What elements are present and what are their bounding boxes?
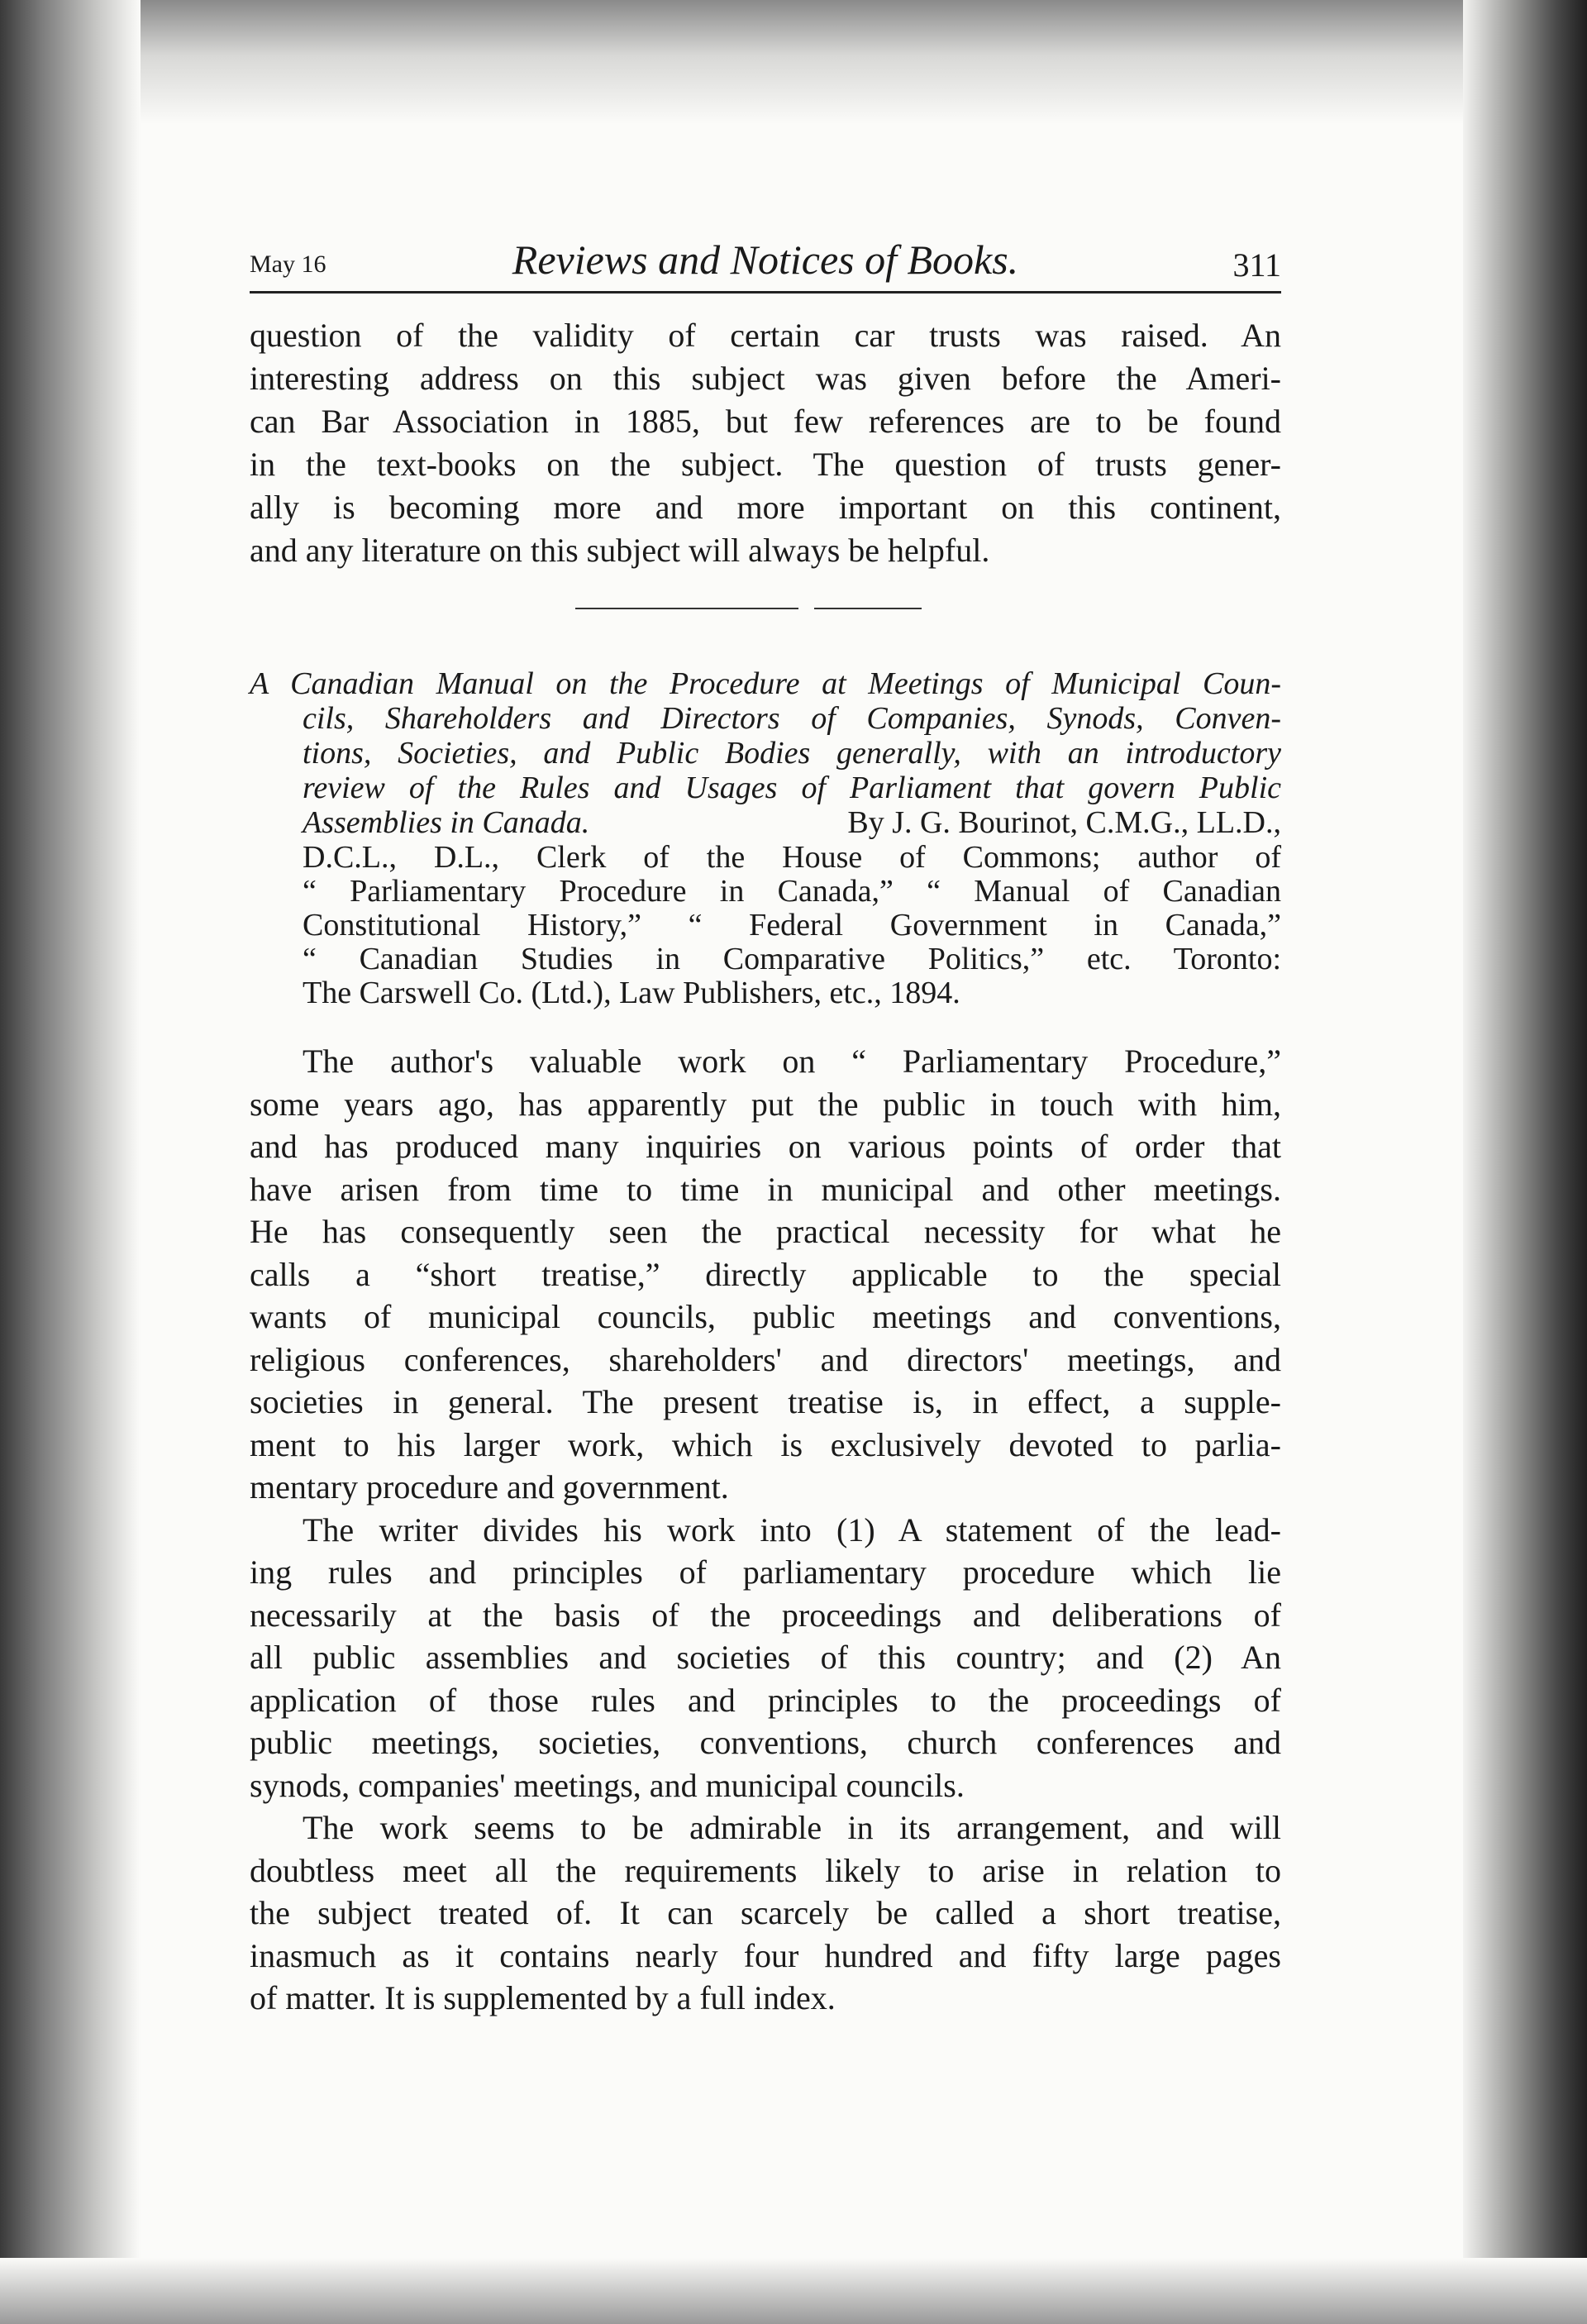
- text-line: synods, companies' meetings, and municipal councils.: [250, 1766, 965, 1804]
- text-line: The author's valuable work on “ Parliamentary Procedure,”: [303, 1043, 1281, 1080]
- scan-shadow-right: [1463, 0, 1587, 2324]
- text-line: application of those rules and principles to the proceedings of: [250, 1681, 1281, 1719]
- citation-author-line: “ Canadian Studies in Comparative Politics,” etc. Toronto:: [303, 942, 1281, 976]
- text-line: have arisen from time to time in municipal and other meetings.: [250, 1170, 1281, 1208]
- text-line: in the text-books on the subject. The question of trusts gener-: [250, 446, 1281, 483]
- section-divider: [575, 608, 798, 609]
- citation-author: By J. G. Bourinot, C.M.G., LL.D.,: [847, 805, 1281, 840]
- text-line: all public assemblies and societies of this country; and (2) An: [250, 1639, 1281, 1676]
- scan-shadow-left: [0, 0, 141, 2324]
- header-date: May 16: [250, 251, 326, 278]
- text-line: some years ago, has apparently put the public in touch with him,: [250, 1085, 1281, 1123]
- citation-title-line: review of the Rules and Usages of Parliament that govern Public: [303, 771, 1281, 805]
- text-line: can Bar Association in 1885, but few references are to be found: [250, 403, 1281, 440]
- text-line: religious conferences, shareholders' and directors' meetings, and: [250, 1340, 1281, 1378]
- text-line: and has produced many inquiries on various points of order that: [250, 1128, 1281, 1165]
- text-line: societies in general. The present treatise is, in effect, a supple-: [250, 1383, 1281, 1420]
- text-line: He has consequently seen the practical necessity for what he: [250, 1213, 1281, 1250]
- citation-title-end: Assemblies in Canada.: [303, 805, 590, 840]
- section-divider-short: [814, 608, 922, 609]
- text-line: The work seems to be admirable in its arrangement, and will: [303, 1809, 1281, 1846]
- text-line: necessarily at the basis of the proceedings and deliberations of: [250, 1596, 1281, 1634]
- text-line: public meetings, societies, conventions, church conferences and: [250, 1724, 1281, 1761]
- citation-title-line: A Canadian Manual on the Procedure at Meetings of Municipal Coun-: [250, 666, 1281, 701]
- header-title: Reviews and Notices of Books.: [512, 236, 1019, 283]
- scan-shadow-top: [0, 0, 1587, 124]
- text-line: and any literature on this subject will always be helpful.: [250, 532, 990, 569]
- citation-title-line: cils, Shareholders and Directors of Companies, Synods, Conven-: [303, 701, 1281, 736]
- header-rule: [250, 291, 1281, 293]
- text-line: the subject treated of. It can scarcely be called a short treatise,: [250, 1894, 1281, 1931]
- text-line: ment to his larger work, which is exclusively devoted to parlia-: [250, 1425, 1281, 1463]
- text-line: mentary procedure and government.: [250, 1468, 729, 1506]
- page-number: 311: [1232, 246, 1281, 284]
- text-line: The writer divides his work into (1) A statement of the lead-: [303, 1510, 1281, 1549]
- text-line: ally is becoming more and more important on this continent,: [250, 489, 1281, 526]
- text-line: calls a “short treatise,” directly applicable to the special: [250, 1255, 1281, 1293]
- text-line: interesting address on this subject was given before the Ameri-: [250, 360, 1281, 397]
- citation-title-line: tions, Societies, and Public Bodies generally, with an introductory: [303, 736, 1281, 771]
- text-line: wants of municipal councils, public meetings and conventions,: [250, 1298, 1281, 1335]
- text-line: ing rules and principles of parliamentary procedure which lie: [250, 1553, 1281, 1591]
- running-header: [250, 236, 1281, 285]
- citation-author-line: The Carswell Co. (Ltd.), Law Publishers, etc., 1894.: [303, 976, 960, 1010]
- text-line: doubtless meet all the requirements likely to arise in relation to: [250, 1851, 1281, 1889]
- citation-author-line: Constitutional History,” “ Federal Government in Canada,”: [303, 908, 1281, 942]
- text-line: question of the validity of certain car trusts was raised. An: [250, 317, 1281, 354]
- citation-author-line: “ Parliamentary Procedure in Canada,” “ Manual of Canadian: [303, 874, 1281, 909]
- text-line: inasmuch as it contains nearly four hundred and fifty large pages: [250, 1936, 1281, 1974]
- text-line: of matter. It is supplemented by a full index.: [250, 1979, 836, 2016]
- citation-author-line: D.C.L., D.L., Clerk of the House of Commons; author of: [303, 840, 1281, 875]
- scan-shadow-bottom: [0, 2258, 1587, 2324]
